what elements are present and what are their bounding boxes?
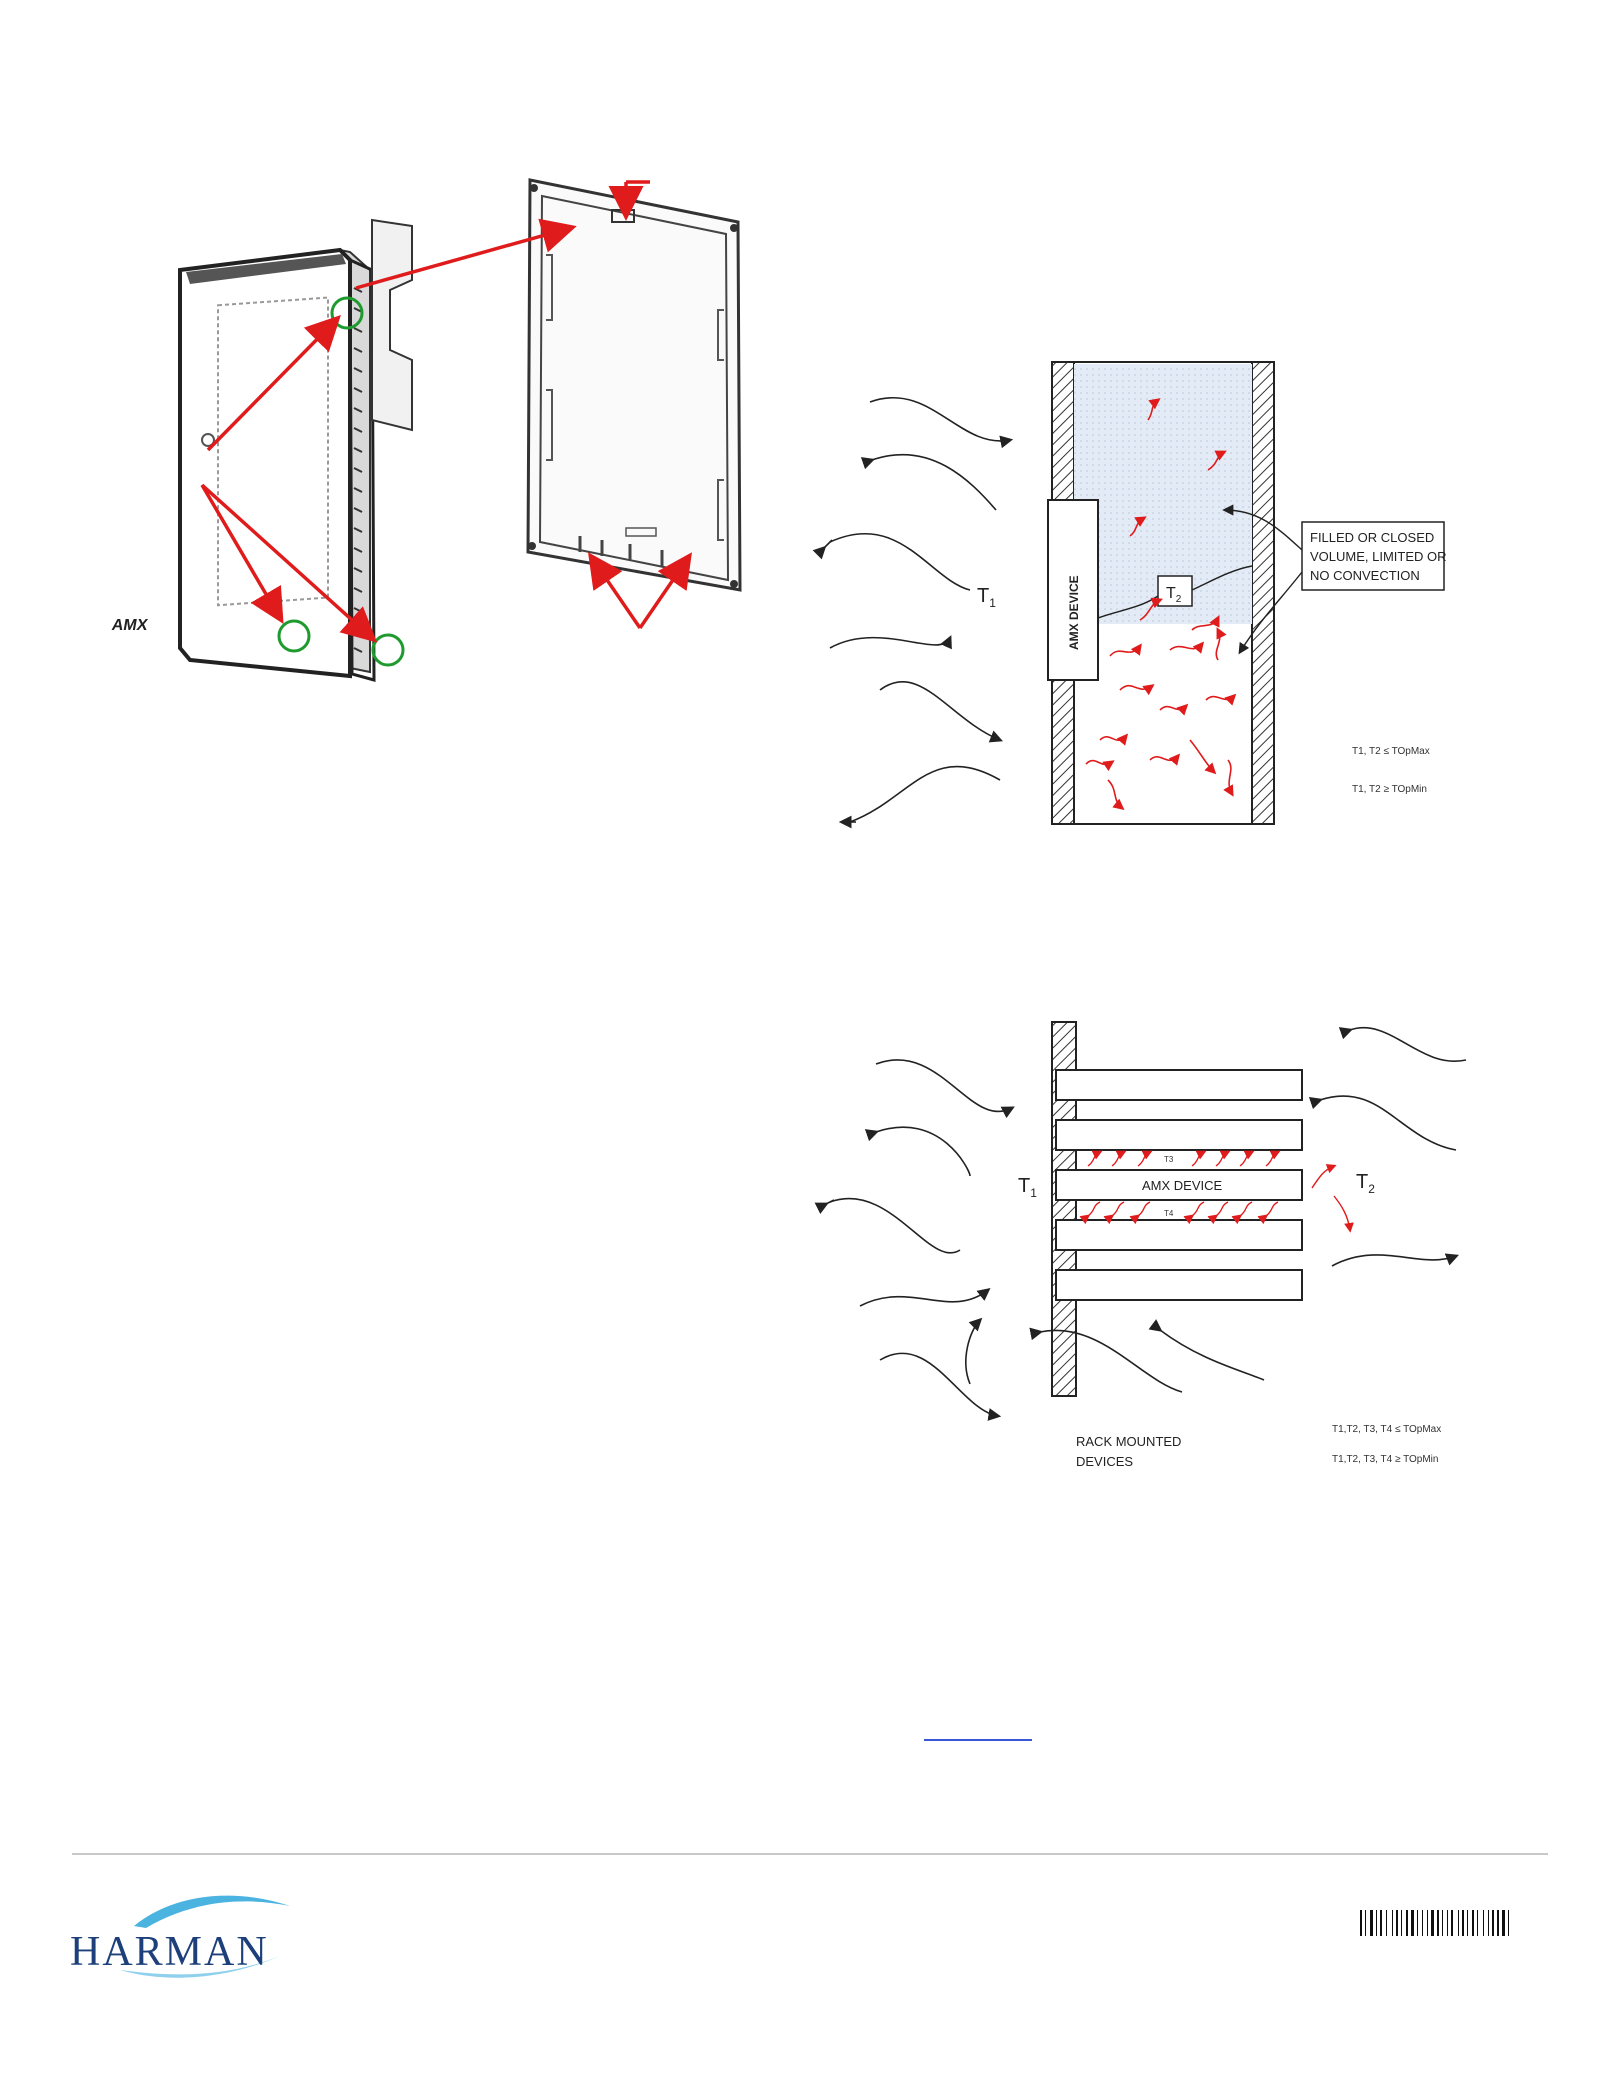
barcode-bar (1431, 1910, 1434, 1936)
barcode-bar (1472, 1910, 1474, 1936)
barcode-bar (1462, 1910, 1464, 1936)
barcode-bar (1360, 1910, 1362, 1936)
rack-mounted-line2: DEVICES (1076, 1454, 1134, 1469)
barcode-bar (1502, 1910, 1505, 1936)
panel-logo: AMX (110, 616, 150, 634)
closed-callout-line2: VOLUME, LIMITED OR (1310, 549, 1447, 564)
rack-t2-label: $T_2$ (1356, 1171, 1375, 1196)
barcode-bar (1401, 1910, 1402, 1936)
closed-t2-label: $T_2$ (1166, 585, 1182, 605)
closed-t1-label: $T_1$ (977, 585, 996, 610)
barcode-bar (1497, 1910, 1499, 1936)
barcode-bar (1458, 1910, 1459, 1936)
barcode-bar (1417, 1910, 1418, 1936)
barcode-bar (1447, 1910, 1448, 1936)
barcode-bar (1508, 1910, 1509, 1936)
closed-callout-line3: NO CONVECTION (1310, 568, 1420, 583)
touch-panel (110, 220, 412, 680)
closed-volume-diagram (820, 360, 1460, 840)
closed-condition-max: T1, T2 ≤ TOpMax (1352, 746, 1430, 757)
green-circle-bottom-right (373, 635, 403, 665)
rack-device-label: AMX DEVICE (1142, 1178, 1223, 1193)
barcode-bar (1477, 1910, 1478, 1936)
barcode-bar (1386, 1910, 1387, 1936)
barcode-bar (1422, 1910, 1423, 1936)
rack-t3-label: T3 (1164, 1155, 1174, 1164)
barcode-bar (1442, 1910, 1443, 1936)
barcode-bar (1370, 1910, 1373, 1936)
barcode-bar (1488, 1910, 1489, 1936)
rack-t1-label: $T_1$ (1018, 1175, 1037, 1200)
footer-divider (72, 1853, 1548, 1855)
harman-logo-text: HARMAN (70, 1929, 269, 1975)
back-box-frame (528, 180, 740, 590)
rack-condition-min: T1,T2, T3, T4 ≥ TOpMin (1332, 1454, 1439, 1465)
barcode-bar (1483, 1910, 1484, 1936)
barcode-bar (1411, 1910, 1414, 1936)
hyperlink-underline[interactable] (924, 1739, 1032, 1741)
barcode-bar (1406, 1910, 1408, 1936)
barcode-bar (1467, 1910, 1468, 1936)
ambient-airflow-arrows (824, 398, 1010, 822)
closed-callout-line1: FILLED OR CLOSED (1310, 530, 1435, 545)
barcode (1360, 1910, 1546, 1936)
barcode-bar (1492, 1910, 1494, 1936)
panel-backbox-diagram (110, 160, 800, 720)
barcode-bar (1451, 1910, 1453, 1936)
rack-mounted-diagram (820, 1020, 1480, 1480)
rack-mounted-line1: RACK MOUNTED (1076, 1434, 1182, 1449)
rack-condition-max: T1,T2, T3, T4 ≤ TOpMax (1332, 1424, 1442, 1435)
barcode-bar (1380, 1910, 1382, 1936)
closed-condition-min: T1, T2 ≥ TOpMin (1352, 784, 1427, 795)
barcode-bar (1365, 1910, 1366, 1936)
barcode-bar (1396, 1910, 1398, 1936)
barcode-bar (1376, 1910, 1377, 1936)
barcode-bar (1392, 1910, 1393, 1936)
barcode-bar (1437, 1910, 1439, 1936)
barcode-bar (1427, 1910, 1428, 1936)
closed-device-label: AMX DEVICE (1067, 575, 1081, 650)
rack-t4-label: T4 (1164, 1209, 1174, 1218)
